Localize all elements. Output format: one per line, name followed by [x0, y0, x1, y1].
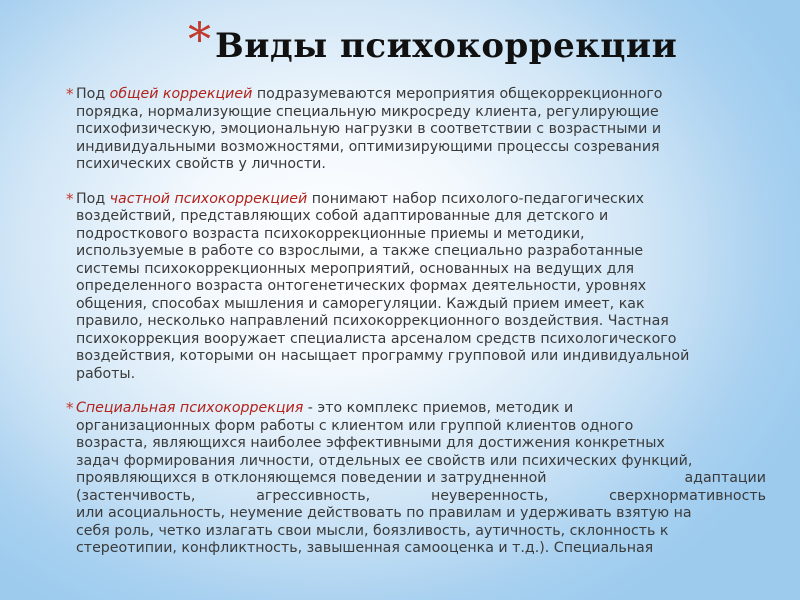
highlighted-term: частной психокоррекцией: [109, 190, 308, 207]
text-fragment: подразумеваются мероприятия общекоррекционного: [252, 86, 663, 102]
text-word: адаптации: [684, 470, 766, 486]
title-asterisk-icon: *: [188, 12, 211, 66]
text-line: себя роль, четко излагать свои мысли, боязливость, аутичность, склонность к: [76, 522, 669, 539]
text-word: проявляющихся в отклоняющемся поведении и затрудненной: [76, 470, 547, 486]
text-line: задач формирования личности, отдельных ее свойств или психических функций,: [76, 452, 693, 469]
text-line: правило, несколько направлений психокоррекционного воздействия. Частная: [76, 313, 669, 329]
paragraph: [66, 86, 766, 174]
slide-title: Виды психокоррекции: [215, 26, 678, 66]
paragraph: [66, 400, 766, 558]
text-word: (застенчивость,: [76, 487, 196, 504]
text-line: или асоциальность, неумение действовать по правилам и удерживать взятую на: [76, 505, 692, 521]
text-word: неуверенность,: [430, 487, 549, 504]
text-line: возраста, являющихся наиболее эффективными для достижения конкретных: [76, 435, 665, 451]
text-line: [76, 86, 766, 104]
text-line: [76, 470, 766, 488]
text-line: системы психокоррекционных мероприятий, основанных на ведущих для: [76, 260, 635, 277]
text-line: [76, 191, 766, 209]
highlighted-term: Специальная психокоррекция: [76, 400, 304, 416]
text-fragment: Под: [76, 190, 110, 207]
text-line: работы.: [76, 365, 136, 382]
text-line: воздействия, которыми он насыщает программу групповой или индивидуальной: [76, 348, 690, 364]
text-line: психокоррекция вооружает специалиста арсеналом средств психологического: [76, 330, 677, 347]
text-word: агрессивность,: [256, 487, 371, 504]
text-line: используемые в работе со взрослыми, а также специально разработанные: [76, 243, 644, 259]
highlighted-term: общей коррекцией: [109, 86, 253, 102]
title-row: [188, 14, 677, 84]
text-line: определенного возраста онтогенетических формах деятельности, уровнях: [76, 278, 647, 294]
text-fragment: Под: [76, 86, 110, 102]
text-line: стереотипии, конфликтность, завышенная самооценка и т.д.). Специальная: [76, 540, 654, 556]
text-line: [76, 400, 766, 418]
text-line: организационных форм работы с клиентом или группой клиентов одного: [76, 417, 634, 434]
text-line: [76, 488, 766, 506]
text-line: подросткового возраста психокоррекционные приемы и методики,: [76, 225, 585, 242]
text-line: порядка, нормализующие специальную микросреду клиента, регулирующие: [76, 103, 659, 120]
text-line: психофизическую, эмоциональную нагрузки в соответствии с возрастными и: [76, 121, 662, 137]
text-line: индивидуальными возможностями, оптимизирующими процессы созревания: [76, 138, 660, 155]
text-line: общения, способах мышления и саморегуляции. Каждый прием имеет, как: [76, 295, 645, 312]
text-line: воздействий, представляющих собой адаптированные для детского и: [76, 208, 609, 224]
text-fragment: понимают набор психолого-педагогических: [307, 190, 645, 207]
text-line: психических свойств у личности.: [76, 156, 326, 172]
text-word: сверхнормативность: [609, 487, 766, 504]
bullet-asterisk-icon: *: [66, 189, 74, 208]
bullet-asterisk-icon: *: [66, 399, 74, 417]
paragraph: [66, 191, 766, 384]
bullet-asterisk-icon: *: [66, 85, 74, 103]
slide-body: [66, 86, 766, 558]
text-fragment: - это комплекс приемов, методик и: [303, 400, 574, 416]
